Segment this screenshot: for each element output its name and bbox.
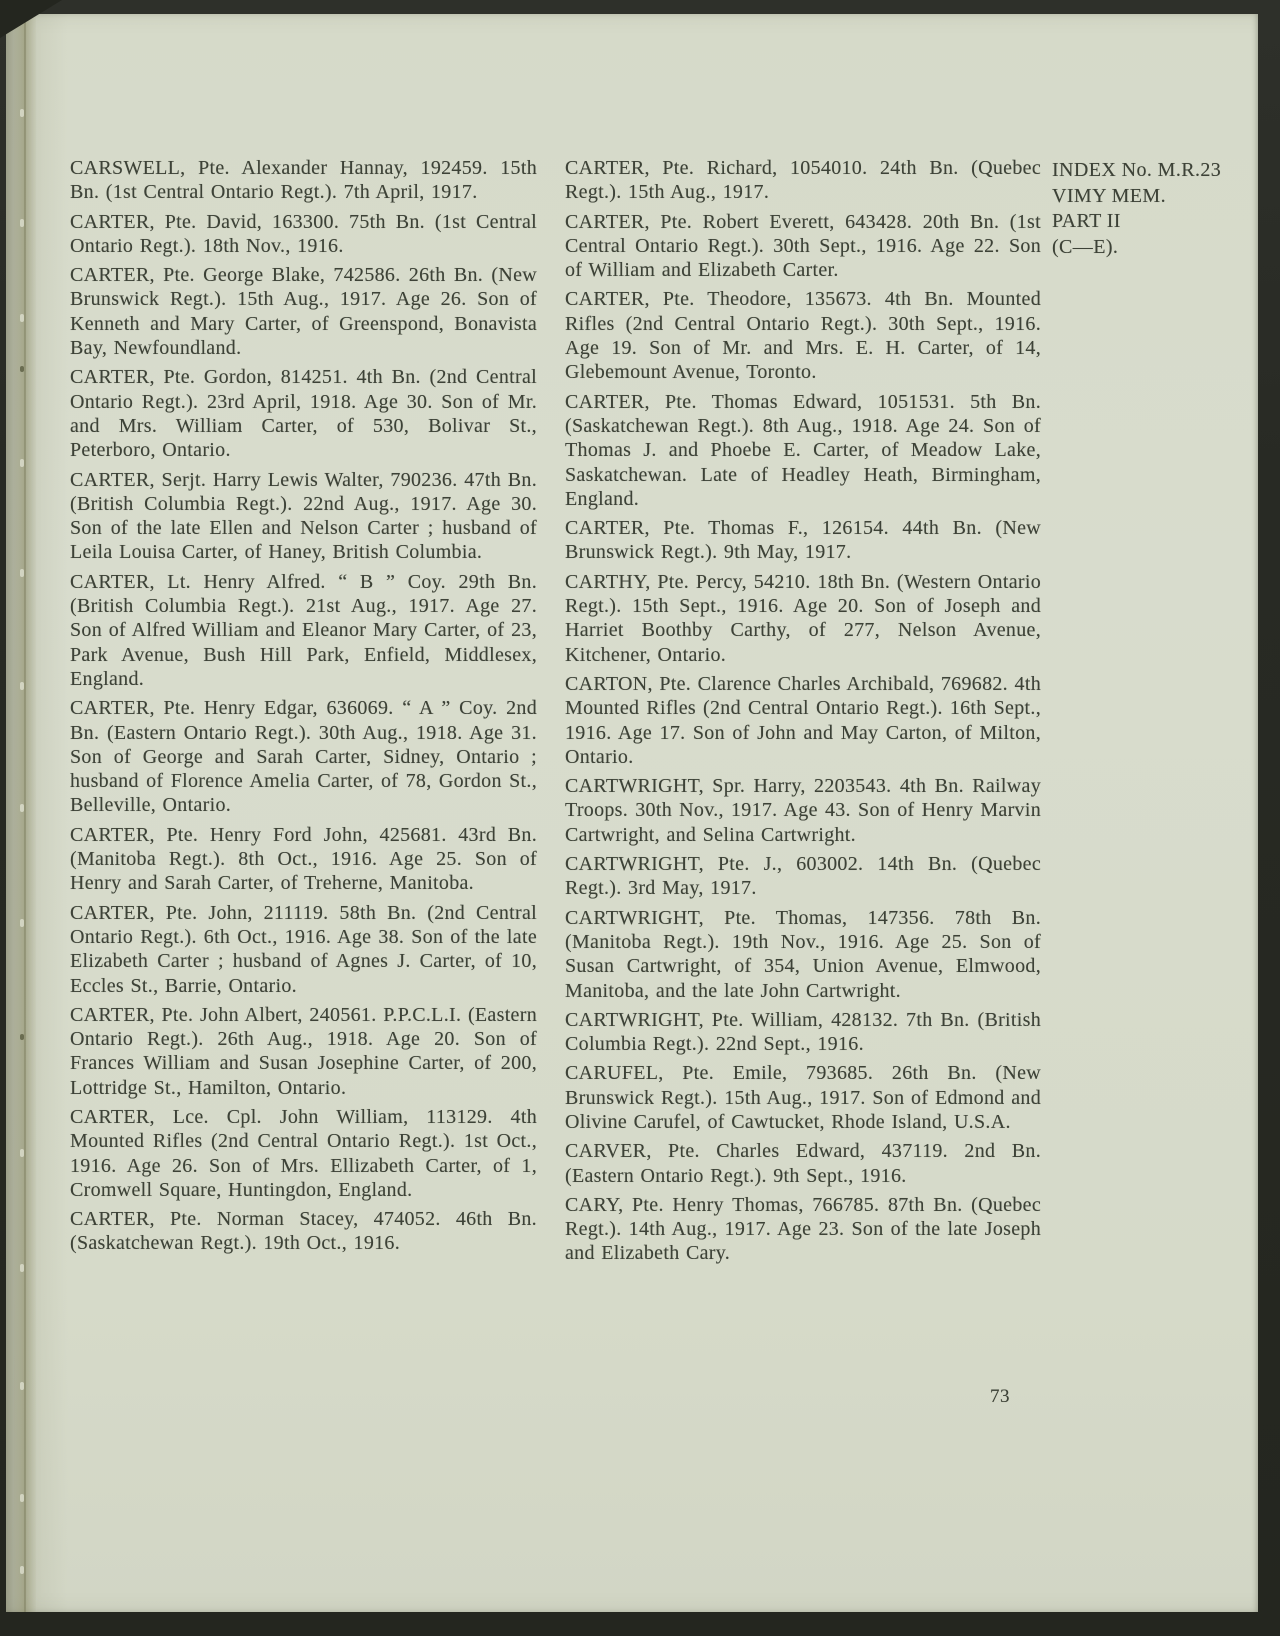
- memorial-entry: CARTWRIGHT, Pte. William, 428132. 7th Bn. (British Columbia Regt.). 22nd Sept., 1916.: [565, 1008, 1041, 1056]
- memorial-entry: CARTER, Pte. Henry Edgar, 636069. “ A ” Coy. 2nd Bn. (Eastern Ontario Regt.). 30th Aug., 1918. Age 31. Son of George and Sarah Carter, Sidney, Ontario ; husband of Florence Amelia Carter, of 78, Gordon St., Belleville, Ontario.: [70, 697, 537, 817]
- memorial-entry: CARTER, Pte. David, 163300. 75th Bn. (1st Central Ontario Regt.). 18th Nov., 1916.: [70, 210, 537, 257]
- memorial-entry: CARTER, Lce. Cpl. John William, 113129. 4th Mounted Rifles (2nd Central Ontario Regt.). 1st Oct., 1916. Age 26. Son of Mrs. Ellizabeth Carter, of 1, Cromwell Square, Huntingdon, England.: [70, 1105, 537, 1201]
- memorial-entry: CARVER, Pte. Charles Edward, 437119. 2nd Bn. (Eastern Ontario Regt.). 9th Sept., 1916.: [565, 1140, 1041, 1187]
- stitch-mark: [20, 1264, 24, 1272]
- stitch-mark: [20, 459, 24, 467]
- stitch-mark: [20, 1494, 24, 1502]
- memorial-entry: CARTER, Serjt. Harry Lewis Walter, 790236. 47th Bn. (British Columbia Regt.). 22nd Aug., 1917. Age 30. Son of the late Ellen and Nelson Carter ; husband of Leila Louisa Carter, of Haney, British Columbia.: [70, 468, 537, 564]
- memorial-entry: CARTER, Pte. John Albert, 240561. P.P.C.L.I. (Eastern Ontario Regt.). 26th Aug., 1918. Age 20. Son of Frances William and Susan Josephine Carter, of 200, Lottridge St., Hamilton, Ontario.: [70, 1003, 537, 1099]
- stitch-mark: [20, 804, 24, 812]
- memorial-entry: CARTER, Pte. George Blake, 742586. 26th Bn. (New Brunswick Regt.). 15th Aug., 1917. Age 26. Son of Kenneth and Mary Carter, of Greenspond, Bonavista Bay, Newfoundland.: [70, 264, 537, 360]
- stitch-mark: [20, 1034, 24, 1040]
- stitch-mark: [20, 919, 24, 927]
- memorial-entry: CARTON, Pte. Clarence Charles Archibald, 769682. 4th Mounted Rifles (2nd Central Ontario Regt.). 16th Sept., 1916. Age 17. Son of John and May Carton, of Milton, Ontario.: [565, 672, 1041, 768]
- memorial-entry: CARTER, Pte. Henry Ford John, 425681. 43rd Bn. (Manitoba Regt.). 8th Oct., 1916. Age 25. Son of Henry and Sarah Carter, of Treherne, Manitoba.: [70, 823, 537, 895]
- gutter-fold-line: [24, 14, 26, 1612]
- memorial-entry: CARY, Pte. Henry Thomas, 766785. 87th Bn. (Quebec Regt.). 14th Aug., 1917. Age 23. Son of the late Joseph and Elizabeth Cary.: [565, 1193, 1041, 1265]
- stitch-mark: [20, 366, 24, 372]
- memorial-entry: CARTHY, Pte. Percy, 54210. 18th Bn. (Western Ontario Regt.). 15th Sept., 1916. Age 20. Son of Joseph and Harriet Boothby Carthy, of 277, Nelson Avenue, Kitchener, Ontario.: [565, 570, 1041, 666]
- memorial-name: VIMY MEM.: [1052, 184, 1166, 207]
- memorial-entry: CARTER, Pte. Robert Everett, 643428. 20th Bn. (1st Central Ontario Regt.). 30th Sept., 1916. Age 22. Son of William and Elizabeth Carter.: [565, 210, 1041, 282]
- memorial-entry: CARTER, Lt. Henry Alfred. “ B ” Coy. 29th Bn. (British Columbia Regt.). 21st Aug., 1917. Age 27. Son of Alfred William and Eleanor Mary Carter, of 23, Park Avenue, Bush Hill Park, Enfield, Middlesex, England.: [70, 570, 537, 690]
- index-number: INDEX No. M.R.23: [1052, 159, 1222, 181]
- memorial-entry: CARTWRIGHT, Pte. Thomas, 147356. 78th Bn. (Manitoba Regt.). 19th Nov., 1916. Age 25. Son of Susan Cartwright, of 354, Union Avenue, Elmwood, Manitoba, and the late John Cartwright.: [565, 906, 1041, 1002]
- stitch-mark: [20, 1566, 24, 1574]
- left-column: [70, 156, 537, 1261]
- memorial-entry: CARTER, Pte. John, 211119. 58th Bn. (2nd Central Ontario Regt.). 6th Oct., 1916. Age 38. Son of the late Elizabeth Carter ; husband of Agnes J. Carter, of 10, Eccles St., Barrie, Ontario.: [70, 901, 537, 997]
- memorial-entry: CARTER, Pte. Thomas F., 126154. 44th Bn. (New Brunswick Regt.). 9th May, 1917.: [565, 517, 1041, 564]
- book-page: [6, 14, 1258, 1612]
- stitch-mark: [20, 314, 24, 322]
- page-number: 73: [990, 1386, 1010, 1407]
- memorial-entry: CARUFEL, Pte. Emile, 793685. 26th Bn. (New Brunswick Regt.). 15th Aug., 1917. Son of Edmond and Olivine Carufel, of Cawtucket, Rhode Island, U.S.A.: [565, 1062, 1041, 1133]
- index-header: [1052, 158, 1254, 260]
- stitch-mark: [20, 1149, 24, 1157]
- memorial-entry: CARTER, Pte. Thomas Edward, 1051531. 5th Bn. (Saskatchewan Regt.). 8th Aug., 1918. Age 24. Son of Thomas J. and Phoebe E. Carter, of Meadow Lake, Saskatchewan. Late of Headley Heath, Birmingham, England.: [565, 390, 1041, 510]
- memorial-entry: CARTER, Pte. Gordon, 814251. 4th Bn. (2nd Central Ontario Regt.). 23rd April, 1918. Age 30. Son of Mr. and Mrs. William Carter, of 530, Bolivar St., Peterboro, Ontario.: [70, 366, 537, 462]
- part-label: PART II: [1052, 210, 1121, 233]
- memorial-entry: CARTER, Pte. Theodore, 135673. 4th Bn. Mounted Rifles (2nd Central Ontario Regt.). 30th Sept., 1916. Age 19. Son of Mr. and Mrs. E. H. Carter, of 14, Glebemount Avenue, Toronto.: [565, 288, 1041, 384]
- letter-range: (C—E).: [1052, 235, 1119, 258]
- stitch-mark: [20, 219, 24, 227]
- stitch-mark: [20, 109, 24, 117]
- memorial-entry: CARTWRIGHT, Spr. Harry, 2203543. 4th Bn. Railway Troops. 30th Nov., 1917. Age 43. Son of Henry Marvin Cartwright, and Selina Cartwright.: [565, 775, 1041, 846]
- memorial-entry: CARTWRIGHT, Pte. J., 603002. 14th Bn. (Quebec Regt.). 3rd May, 1917.: [565, 853, 1041, 900]
- memorial-entry: CARTER, Pte. Norman Stacey, 474052. 46th Bn. (Saskatchewan Regt.). 19th Oct., 1916.: [70, 1208, 537, 1255]
- stitch-mark: [20, 682, 24, 690]
- stitch-mark: [20, 1382, 24, 1390]
- memorial-entry: CARSWELL, Pte. Alexander Hannay, 192459. 15th Bn. (1st Central Ontario Regt.). 7th April, 1917.: [70, 157, 537, 204]
- right-column: [565, 156, 1041, 1271]
- memorial-entry: CARTER, Pte. Richard, 1054010. 24th Bn. (Quebec Regt.). 15th Aug., 1917.: [565, 157, 1041, 204]
- stitch-mark: [20, 569, 24, 577]
